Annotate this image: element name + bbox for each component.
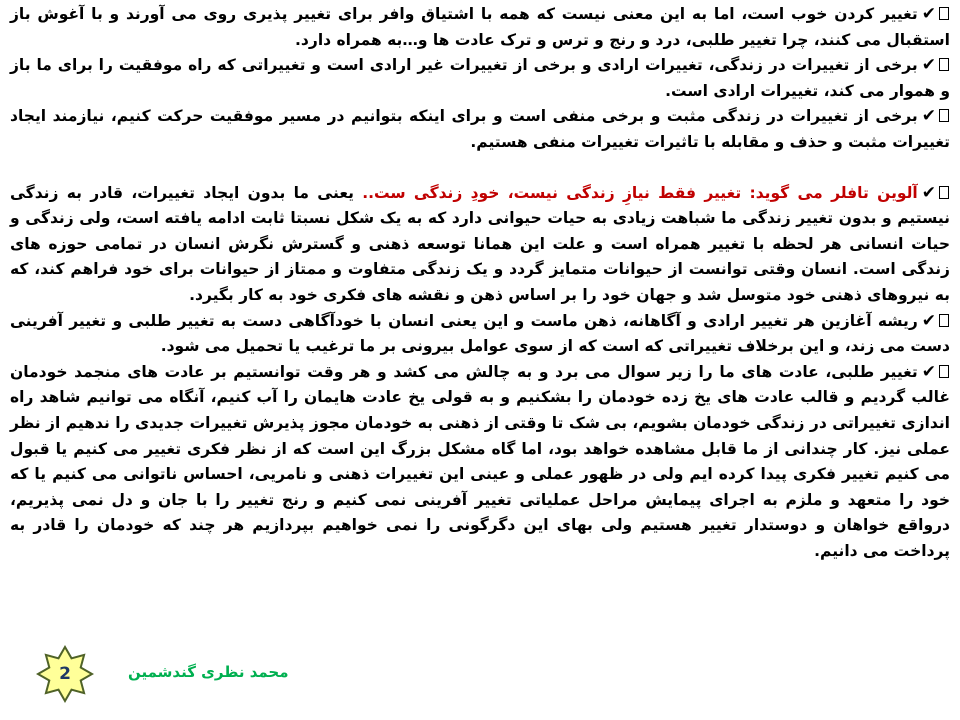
slide-footer — [0, 645, 960, 720]
check-bullet-icon: ✔ — [922, 2, 950, 28]
author-name: محمد نظری گندشمین — [128, 663, 289, 681]
paragraph-text: برخی از تغییرات در زندگی مثبت و برخی منفی است و برای اینکه بتوانیم در مسیر موفقیت حرکت کنیم، نیازمند ایجاد تغییرات مثبت و حذف و مقابله با تاثیرات تغییرات منفی هستیم. — [10, 107, 950, 151]
check-bullet-icon: ✔ — [922, 309, 950, 335]
check-bullet-icon: ✔ — [922, 360, 950, 386]
paragraph-6 — [10, 360, 950, 565]
check-bullet-icon: ✔ — [922, 181, 950, 207]
paragraph-text: تغییر کردن خوب است، اما به این معنی نیست که همه با اشتیاق وافر برای تغییر پذیری روی می آورند و با آغوش باز استقبال می کنند، چرا تغییر طلبی، درد و رنج و ترس و ترک عادت ها و…به همراه دارد. — [10, 5, 950, 49]
paragraph-text: ریشه آغازین هر تغییر ارادی و آگاهانه، ذهن ماست و این یعنی انسان با خودآگاهی دست به تغییر طلبی و تغییر آفرینی دست می زند، و این برخلاف تغییراتی که است که از سوی عوامل بیرونی بر ما ترغیب یا تحمیل می شود. — [10, 311, 950, 356]
check-bullet-icon: ✔ — [922, 53, 950, 79]
page-number: 2 — [59, 664, 71, 684]
paragraph-text: تغییر طلبی، عادت های ما را زیر سوال می برد و به چالش می کشد و هر وقت توانستیم بر عادت های منجمد خودمان غالب گردیم و قالب عادت های یخ زده خودمان را بشکنیم و به قولی یخ عادت هایمان را آب کنیم، آنگاه می توانیم شاهد راه اندازی تغییراتی در زندگی خودمان بشویم، بی شک تا وقتی از ذهنی به خودمان مجوز پذیرش تغییرات جدیدی را ندهیم از نظر عملی نیز. کار چندانی از ما قابل مشاهده خواهد بود، اما گاه مشکل بزرگ این است که از نظر فکری تغییر می کنیم یا قبول می کنیم تغییر فکری پیدا کرده ایم ولی در ظهور عملی و عینی این تغییرات ذهنی و نامریی، احساس ناتوانی می کنیم یا که خود را متعهد و ملزم به اجرای پیمایش مراحل عملیاتی تغییر آفرینی نمی کنیم و رنج تغییر را با جان و دل نمی پذیریم، درواقع خواهان و دوستدار تغییر هستیم ولی بهای این دگرگونی را نمی خواهیم بپردازیم هر چند که خودمان را قادر به پرداخت می دانیم. — [10, 362, 950, 560]
paragraph-1 — [10, 2, 950, 53]
document-body — [10, 2, 950, 642]
paragraph-3 — [10, 104, 950, 155]
paragraph-5 — [10, 309, 950, 360]
paragraph-2 — [10, 53, 950, 104]
check-bullet-icon: ✔ — [922, 104, 950, 130]
toffler-quote: آلوین تافلر می گوید: تغییر فقط نیازِ زندگی نیست، خودِ زندگی ست.. — [362, 183, 918, 202]
paragraph-text: یعنی ما بدون ایجاد تغییرات، قادر به زندگی نیستیم و بدون تغییر زندگی ما شباهت زیادی به حیات حیوانی دارد که به یک شکل نسبتا ثابت ادامه یافته است، ولی زندگی و حیات انسانی هر لحظه با تغییر همراه است و علت این همانا توسعه ذهنی و گسترش نگرش انسان در تمامی حوزه های زندگی است. انسان وقتی توانست از حیوانات متمایز گردد و یک زندگی متفاوت و ممتاز از حیوانات برای خود فراهم کند، که به نیروهای ذهنی خود متوسل شد و جهان خود را بر اساس ذهن و نقشه های فکری خود به کار بگیرد. — [10, 183, 950, 304]
paragraph-text: برخی از تغییرات در زندگی، تغییرات ارادی و برخی از تغییرات غیر ارادی است و تغییراتی که راه موفقیت را برای ما باز و هموار می کند، تغییرات ارادی است. — [10, 56, 950, 100]
paragraph-4 — [10, 181, 950, 309]
